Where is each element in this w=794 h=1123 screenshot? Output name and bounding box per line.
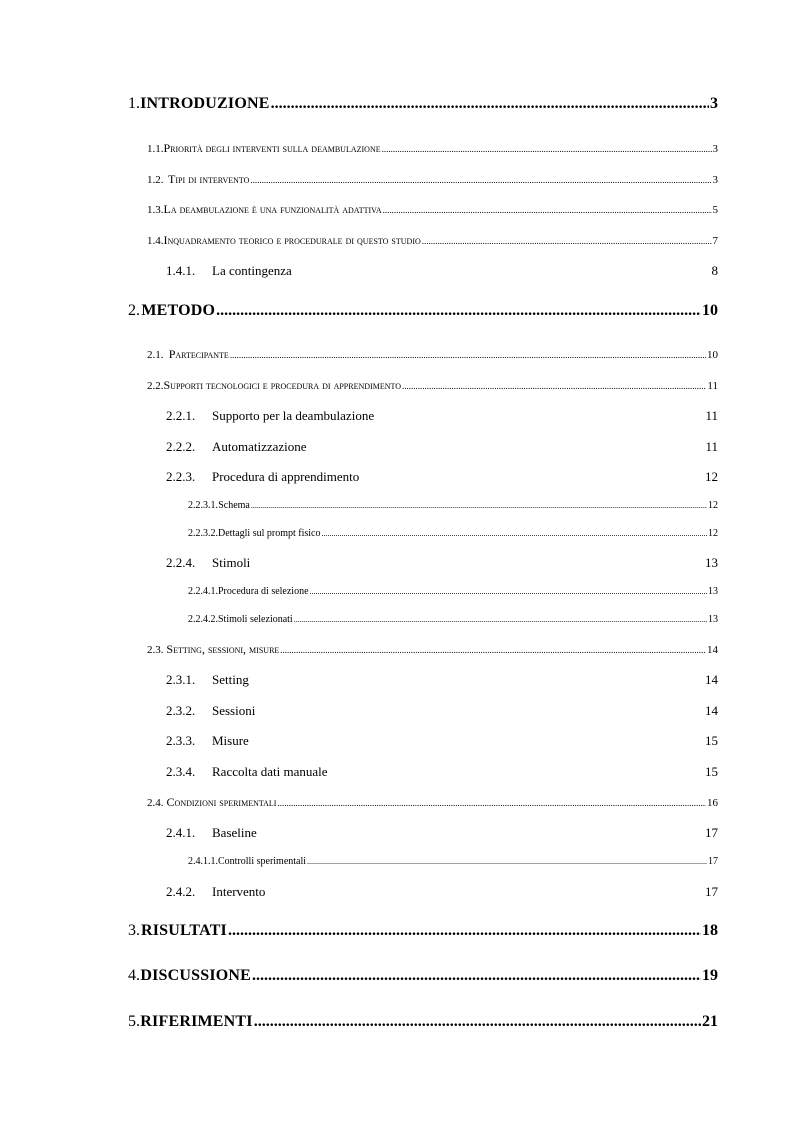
toc-entry-title: Misure <box>212 733 249 748</box>
toc-entry-title: Baseline <box>212 825 257 840</box>
toc-entry-number: 2.4.1. <box>166 825 196 840</box>
toc-entry[interactable] <box>188 528 718 539</box>
toc-entry-page: 14 <box>707 644 718 656</box>
dot-leader <box>307 857 707 866</box>
toc-entry-number: 1.1. <box>147 143 164 155</box>
toc-entry[interactable] <box>166 439 718 455</box>
toc-entry-number: 2.2.3. <box>166 469 196 484</box>
toc-entry-number: 2.1. <box>147 349 164 361</box>
toc-entry-number: 2.4. <box>147 797 164 809</box>
toc-entry-title: Schema <box>218 500 250 511</box>
toc-entry[interactable] <box>166 825 718 841</box>
toc-entry-title: Intervento <box>212 884 266 899</box>
toc-entry-page: 10 <box>702 302 718 319</box>
toc-entry-page: 10 <box>707 349 718 361</box>
toc-entry-title: RISULTATI <box>141 922 227 939</box>
dot-leader <box>280 645 706 655</box>
toc-entry-title: DISCUSSIONE <box>140 967 252 984</box>
toc-entry-title: Setting, sessioni, misure <box>166 642 280 656</box>
toc-entry-page: 21 <box>702 1013 718 1030</box>
toc-entry[interactable] <box>188 586 718 597</box>
toc-entry-title: Dettagli sul prompt fisico <box>218 528 321 539</box>
toc-entry[interactable] <box>147 172 718 187</box>
toc-entry-page: 8 <box>711 263 718 278</box>
toc-entry-number: 1.3. <box>147 204 164 216</box>
toc-entry[interactable] <box>166 469 718 485</box>
toc-entry-page: 12 <box>705 469 718 484</box>
toc-entry[interactable] <box>166 884 718 900</box>
toc-entry-number: 3. <box>128 922 140 939</box>
toc-entry-page: 19 <box>702 967 718 984</box>
dot-leader <box>251 501 707 510</box>
toc-entry-title: La contingenza <box>212 263 292 278</box>
dot-leader <box>216 302 701 320</box>
toc-entry-title: Stimoli <box>212 555 251 570</box>
toc-entry-page: 15 <box>705 733 718 748</box>
toc-entry-page: 11 <box>707 380 718 392</box>
dot-leader <box>228 922 701 940</box>
toc-entry-title: METODO <box>141 302 216 319</box>
toc-entry-number: 1.2. <box>147 174 164 186</box>
toc-entry-page: 17 <box>705 825 718 840</box>
dot-leader <box>294 615 707 624</box>
toc-entry[interactable] <box>128 967 718 985</box>
toc-entry-title: Procedura di apprendimento <box>212 469 360 484</box>
toc-entry[interactable] <box>188 856 718 867</box>
toc-entry-number: 1.4.1. <box>166 263 196 278</box>
toc-entry[interactable] <box>166 555 718 571</box>
dot-leader <box>252 967 701 985</box>
toc-entry-number: 4. <box>128 967 140 984</box>
toc-entry[interactable] <box>166 733 718 749</box>
toc-entry-number: 2.2.4. <box>166 555 196 570</box>
toc-entry[interactable] <box>188 614 718 625</box>
toc-entry-title: Sessioni <box>212 703 256 718</box>
toc-entry-number: 2.3.2. <box>166 703 196 718</box>
toc-entry-number: 2.2.3.1. <box>188 500 218 511</box>
toc-entry[interactable] <box>128 922 718 940</box>
toc-entry[interactable] <box>147 202 718 217</box>
toc-entry-number: 5. <box>128 1013 140 1030</box>
toc-entry[interactable] <box>147 347 718 362</box>
toc-entry-page: 13 <box>708 614 718 625</box>
toc-entry-page: 16 <box>707 797 718 809</box>
dot-leader <box>250 175 711 185</box>
toc-entry-number: 2.2.4.2. <box>188 614 218 625</box>
toc-entry-title: Automatizzazione <box>212 439 307 454</box>
toc-entry[interactable] <box>166 703 718 719</box>
toc-entry-title: Supporti tecnologici e procedura di apprendimento <box>163 378 401 392</box>
toc-entry[interactable] <box>128 302 718 320</box>
toc-entry-title: La deambulazione è una funzionalità adattiva <box>163 202 382 216</box>
toc-entry-page: 15 <box>705 764 718 779</box>
toc-entry-title: Supporto per la deambulazione <box>212 408 375 423</box>
toc-entry[interactable] <box>147 642 718 657</box>
toc-entry-page: 14 <box>705 703 718 718</box>
toc-entry-page: 14 <box>705 672 718 687</box>
toc-entry-number: 2.2. <box>147 380 164 392</box>
toc-entry-number: 2. <box>128 302 140 319</box>
toc-entry-number: 2.4.1.1. <box>188 856 218 867</box>
dot-leader <box>254 1013 701 1031</box>
toc-entry-page: 13 <box>708 586 718 597</box>
toc-entry-number: 2.3.1. <box>166 672 196 687</box>
toc-entry-title: Inquadramento teorico e procedurale di questo studio <box>163 233 421 247</box>
toc-entry-page: 17 <box>705 884 718 899</box>
toc-entry-number: 2.3. <box>147 644 164 656</box>
toc-entry-page: 7 <box>712 235 718 247</box>
toc-entry-number: 2.2.4.1. <box>188 586 218 597</box>
toc-entry[interactable] <box>147 795 718 810</box>
toc-entry-title: Tipi di intervento <box>168 172 250 186</box>
toc-entry-page: 12 <box>708 528 718 539</box>
toc-entry-number: 1.4. <box>147 235 164 247</box>
toc-entry-page: 5 <box>712 204 718 216</box>
toc-entry[interactable] <box>166 764 718 780</box>
toc-entry-title: Procedura di selezione <box>218 586 309 597</box>
toc-entry[interactable] <box>128 95 718 113</box>
toc-entry-page: 3 <box>712 143 718 155</box>
toc-entry-page: 17 <box>708 856 718 867</box>
toc-entry-page: 11 <box>705 408 718 423</box>
dot-leader <box>277 798 706 808</box>
toc-entry-number: 2.2.1. <box>166 408 196 423</box>
toc-entry-page: 13 <box>705 555 718 570</box>
dot-leader <box>422 236 712 246</box>
toc-entry[interactable] <box>147 141 718 156</box>
toc-entry[interactable] <box>147 378 718 393</box>
dot-leader <box>383 205 712 215</box>
toc-entry-title: Condizioni sperimentali <box>166 795 277 809</box>
toc-entry-page: 3 <box>710 95 718 112</box>
toc-entry-title: Partecipante <box>168 347 229 361</box>
toc-entry-number: 2.4.2. <box>166 884 196 899</box>
toc-entry[interactable] <box>147 233 718 248</box>
toc-entry-number: 2.2.2. <box>166 439 196 454</box>
toc-entry[interactable] <box>128 1013 718 1031</box>
toc-entry-page: 12 <box>708 500 718 511</box>
toc-entry[interactable] <box>166 263 718 279</box>
toc-entry-page: 3 <box>712 174 718 186</box>
dot-leader <box>402 381 706 391</box>
toc-entry-title: Priorità degli interventi sulla deambulazione <box>163 141 381 155</box>
toc-entry-title: Controlli sperimentali <box>218 856 307 867</box>
dot-leader <box>230 350 706 360</box>
toc-entry-title: Setting <box>212 672 249 687</box>
toc-entry-title: RIFERIMENTI <box>140 1013 253 1030</box>
toc-entry[interactable] <box>188 500 718 511</box>
dot-leader <box>382 144 712 154</box>
toc-entry[interactable] <box>166 408 718 424</box>
toc-entry-number: 1. <box>128 95 140 112</box>
dot-leader <box>271 95 709 113</box>
dot-leader <box>310 587 707 596</box>
toc-entry-number: 2.2.3.2. <box>188 528 218 539</box>
dot-leader <box>322 529 708 538</box>
toc-entry-page: 18 <box>702 922 718 939</box>
toc-entry-title: Stimoli selezionati <box>218 614 293 625</box>
toc-entry-title: Raccolta dati manuale <box>212 764 328 779</box>
toc-entry-title: INTRODUZIONE <box>140 95 270 112</box>
toc-entry-number: 2.3.4. <box>166 764 196 779</box>
toc-entry-page: 11 <box>705 439 718 454</box>
toc-entry[interactable] <box>166 672 718 688</box>
toc-entry-number: 2.3.3. <box>166 733 196 748</box>
